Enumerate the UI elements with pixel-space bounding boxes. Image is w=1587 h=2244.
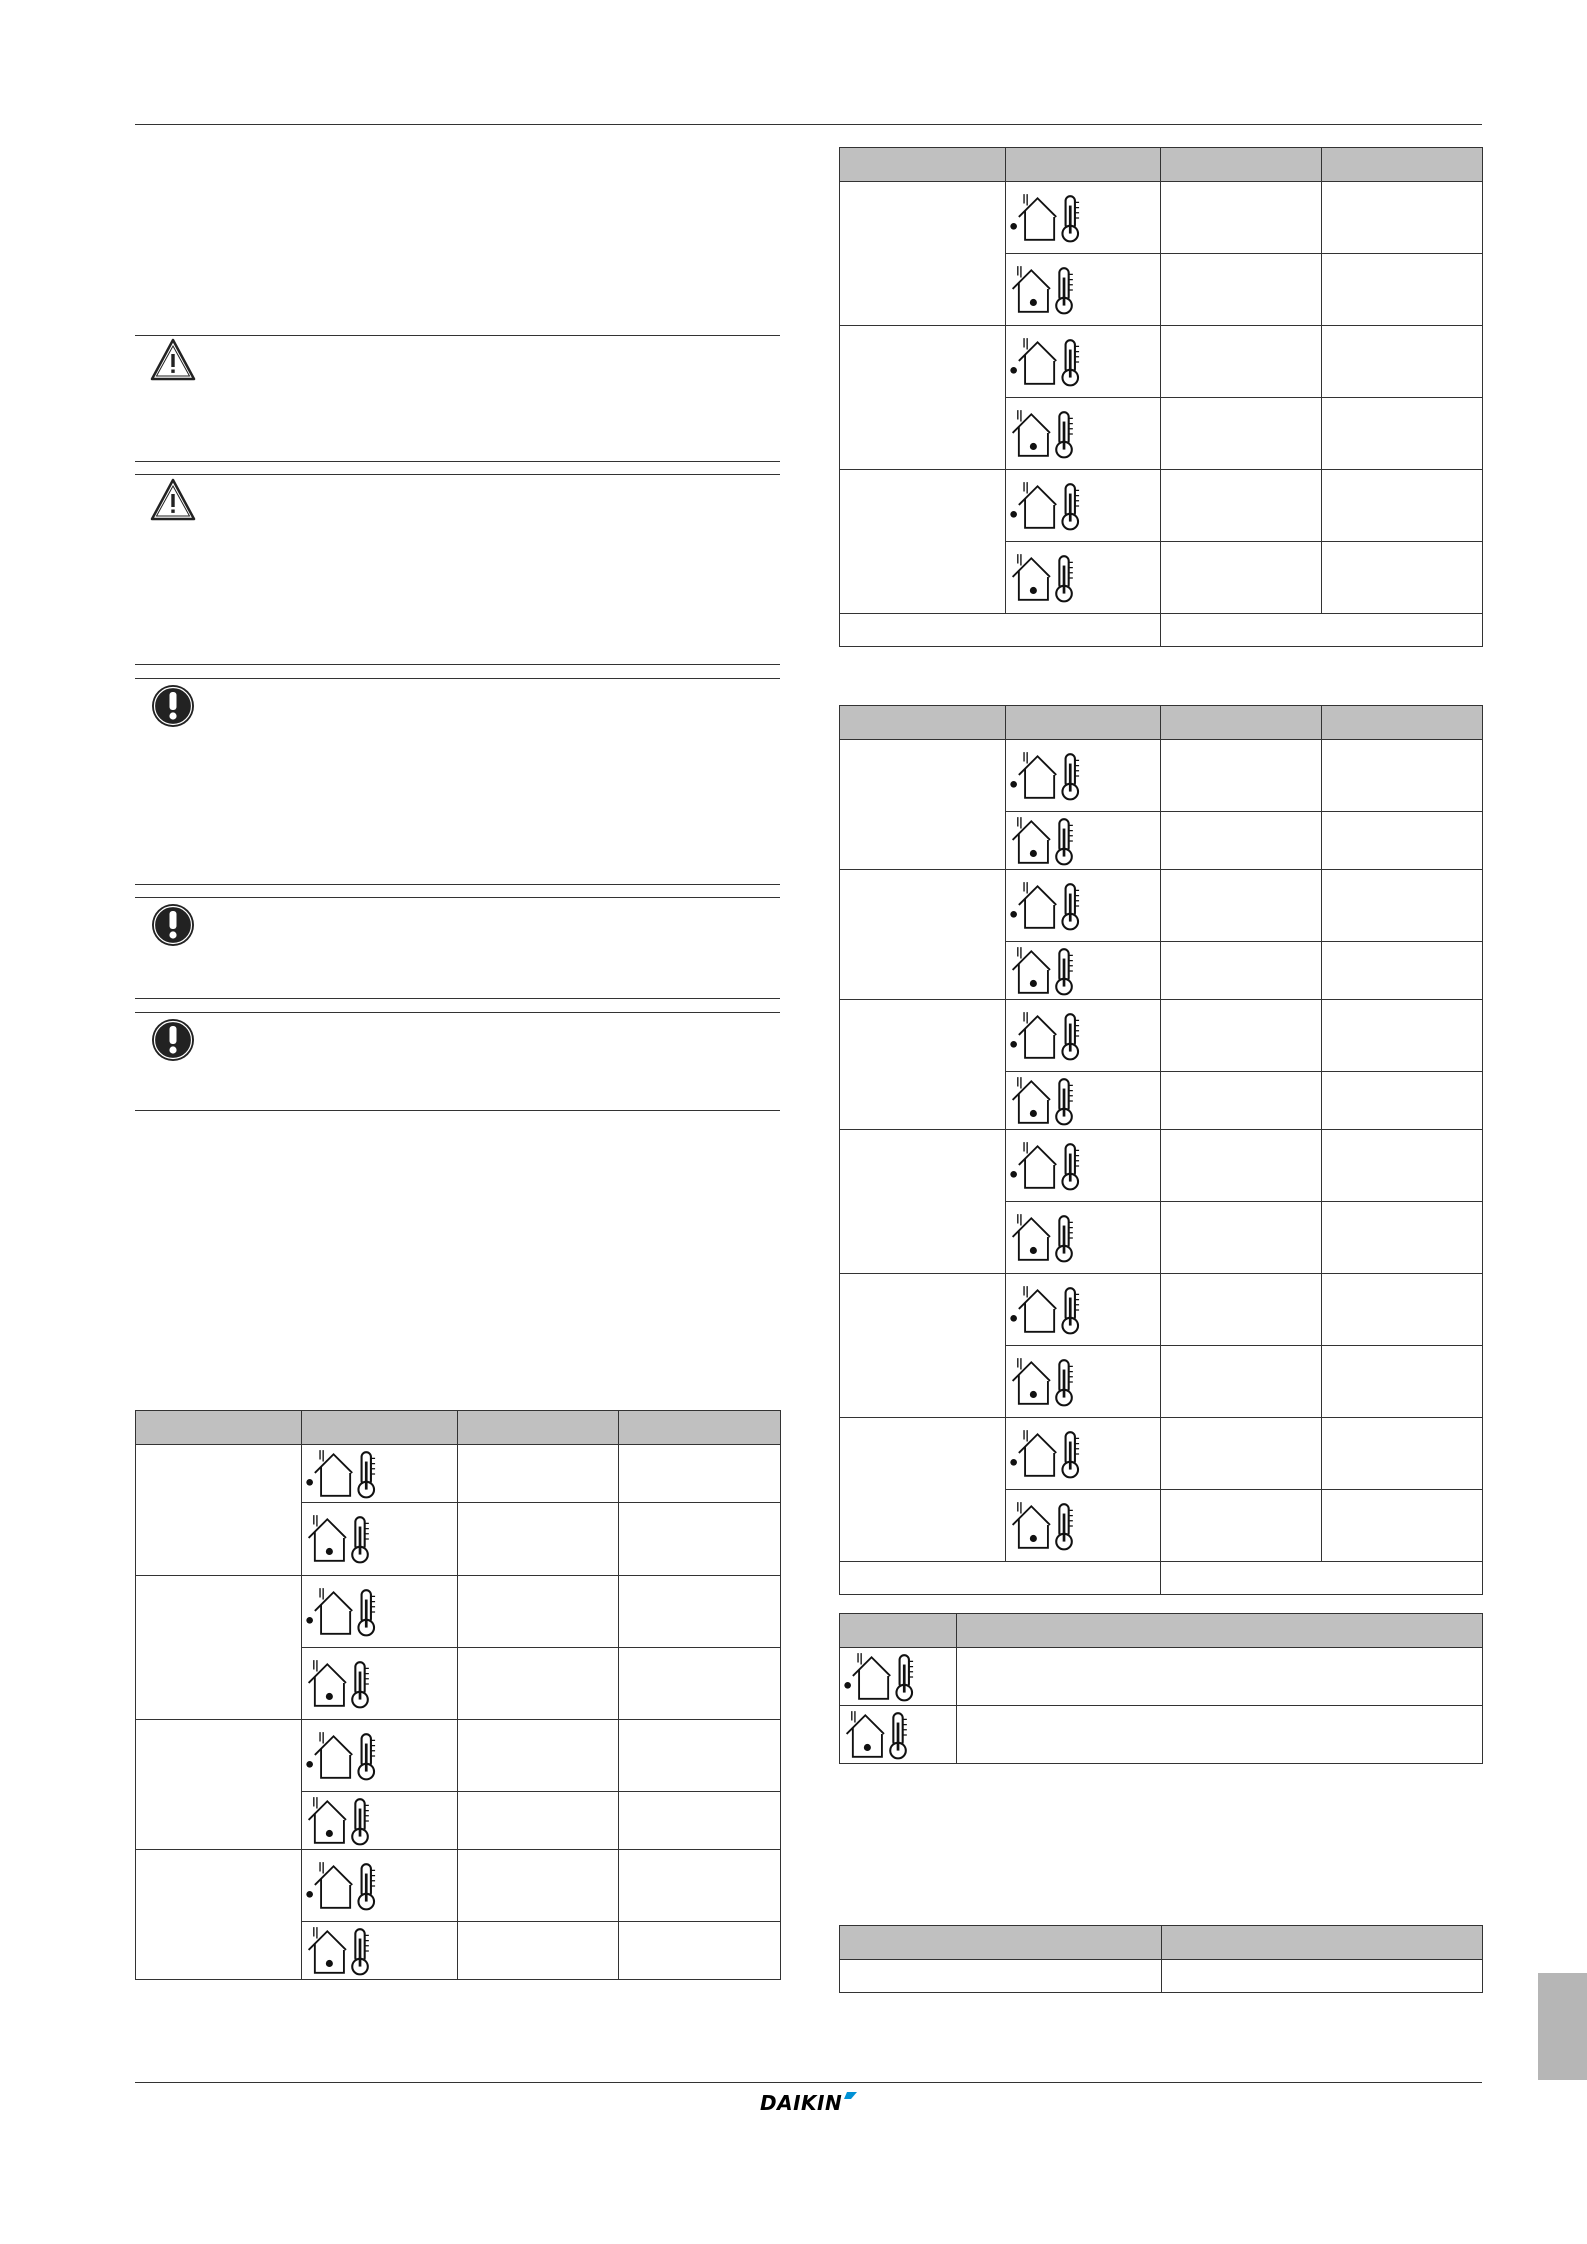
table-cell <box>1161 812 1322 870</box>
table-cell <box>619 1922 781 1980</box>
table-header-cell <box>1322 706 1483 740</box>
table-header-cell <box>840 1926 1162 1960</box>
indoor-thermo-house-icon <box>304 1657 388 1711</box>
bottom-summary-table <box>839 1925 1483 1993</box>
table-cell <box>1161 398 1322 470</box>
icon-cell <box>1006 1000 1161 1072</box>
indoor-thermo-house-icon <box>1008 944 1092 998</box>
table-cell <box>619 1576 781 1648</box>
indoor-thermo-house-icon <box>1008 263 1092 317</box>
table-header-cell <box>1006 148 1161 182</box>
table-cell <box>1161 614 1483 647</box>
notice-bottom-rule <box>135 461 780 462</box>
table-header-row <box>840 1614 1483 1648</box>
table-cell <box>1322 942 1483 1000</box>
table-footer-row <box>840 614 1483 647</box>
table-header-cell <box>840 148 1006 182</box>
daikin-logo <box>758 2086 858 2116</box>
table-cell <box>1322 542 1483 614</box>
table-cell <box>1322 398 1483 470</box>
table-header-cell <box>1322 148 1483 182</box>
table-row <box>840 470 1483 542</box>
outdoor-thermo-house-icon <box>1008 749 1092 803</box>
outdoor-thermo-house-icon <box>1008 879 1092 933</box>
indoor-thermo-house-icon <box>304 1794 388 1848</box>
icon-cell <box>302 1922 458 1980</box>
table-cell <box>1322 1418 1483 1490</box>
icon-cell <box>1006 1202 1161 1274</box>
table-header-row <box>840 1926 1483 1960</box>
logo-accent-mark <box>844 2092 857 2099</box>
icon-cell <box>1006 1274 1161 1346</box>
table-cell <box>1322 1346 1483 1418</box>
table-cell <box>458 1922 619 1980</box>
group-label-cell <box>840 470 1006 614</box>
notice-bottom-rule <box>135 1110 780 1111</box>
icon-cell <box>302 1792 458 1850</box>
table-header-row <box>840 706 1483 740</box>
table-row <box>136 1850 781 1922</box>
table-cell <box>458 1648 619 1720</box>
table-footer-row <box>840 1562 1483 1595</box>
table-cell <box>619 1720 781 1792</box>
outdoor-thermo-house-icon <box>304 1729 388 1783</box>
table-row <box>136 1445 781 1503</box>
indoor-thermo-house-icon <box>1008 1074 1092 1128</box>
indoor-thermo-house-icon <box>1008 551 1092 605</box>
table-row <box>840 1960 1483 1993</box>
group-label-cell <box>840 1000 1006 1130</box>
group-label-cell <box>840 1274 1006 1418</box>
outdoor-thermo-house-icon <box>1008 1427 1092 1481</box>
table-cell <box>1322 1202 1483 1274</box>
icon-cell <box>1006 942 1161 1000</box>
table-cell <box>619 1445 781 1503</box>
side-thumb-tab <box>1538 1973 1587 2080</box>
table-cell <box>1161 470 1322 542</box>
group-label-cell <box>136 1576 302 1720</box>
indoor-thermo-house-icon <box>304 1924 388 1978</box>
icon-cell <box>1006 1346 1161 1418</box>
group-label-cell <box>136 1720 302 1850</box>
table-row <box>840 326 1483 398</box>
table-cell <box>1322 182 1483 254</box>
group-label-cell <box>136 1445 302 1576</box>
table-row <box>840 1130 1483 1202</box>
icon-cell <box>1006 870 1161 942</box>
exclamation-circle-icon <box>148 1015 198 1065</box>
table-header-row <box>840 148 1483 182</box>
table-cell <box>1161 870 1322 942</box>
outdoor-thermo-house-icon <box>304 1447 388 1501</box>
icon-cell <box>1006 326 1161 398</box>
outdoor-thermo-house-icon <box>1008 1009 1092 1063</box>
warning-triangle-icon <box>148 335 198 385</box>
table-row <box>840 1648 1483 1706</box>
table-row <box>840 740 1483 812</box>
table-cell <box>1161 1202 1322 1274</box>
table-cell <box>1161 1418 1322 1490</box>
table-header-cell <box>458 1411 619 1445</box>
indoor-thermo-house-icon <box>304 1512 388 1566</box>
table-row <box>840 1000 1483 1072</box>
header-rule <box>135 124 1482 125</box>
group-label-cell <box>840 740 1006 870</box>
notice-top-rule <box>135 1012 780 1013</box>
table-cell <box>1322 812 1483 870</box>
right-top-temperature-table <box>839 147 1483 647</box>
table-header-row <box>136 1411 781 1445</box>
table-cell <box>1161 1490 1322 1562</box>
warning-triangle-icon <box>148 475 198 525</box>
table-header-cell <box>957 1614 1483 1648</box>
group-label-cell <box>840 870 1006 1000</box>
table-cell <box>840 1960 1162 1993</box>
outdoor-thermo-house-icon <box>304 1585 388 1639</box>
notice-top-rule <box>135 897 780 898</box>
outdoor-thermo-house-icon <box>1008 335 1092 389</box>
table-header-cell <box>1161 706 1322 740</box>
table-row <box>840 182 1483 254</box>
icon-cell <box>1006 1072 1161 1130</box>
outdoor-thermo-house-icon <box>1008 479 1092 533</box>
right-middle-temperature-table <box>839 705 1483 1595</box>
table-cell <box>1161 254 1322 326</box>
outdoor-thermo-house-icon <box>1008 191 1092 245</box>
table-cell <box>1161 542 1322 614</box>
table-cell <box>1162 1960 1483 1993</box>
indoor-thermo-house-icon <box>1008 1499 1092 1553</box>
icon-cell <box>302 1576 458 1648</box>
table-header-cell <box>302 1411 458 1445</box>
table-cell <box>1161 182 1322 254</box>
table-cell <box>1161 942 1322 1000</box>
icon-cell <box>1006 254 1161 326</box>
icon-cell <box>302 1720 458 1792</box>
table-cell <box>1322 1072 1483 1130</box>
icon-cell <box>1006 542 1161 614</box>
table-header-cell <box>136 1411 302 1445</box>
group-label-cell <box>840 182 1006 326</box>
icon-cell <box>1006 182 1161 254</box>
table-cell <box>1322 1274 1483 1346</box>
left-temperature-table <box>135 1410 781 1980</box>
table-cell <box>1161 1072 1322 1130</box>
icon-cell <box>1006 398 1161 470</box>
table-cell <box>458 1850 619 1922</box>
table-cell <box>1161 740 1322 812</box>
table-row <box>840 1706 1483 1764</box>
table-cell <box>1322 740 1483 812</box>
icon-cell <box>302 1503 458 1576</box>
logo-text: DAIKIN <box>760 2091 843 2115</box>
indoor-thermo-house-icon <box>1008 1211 1092 1265</box>
outdoor-thermo-house-icon <box>842 1650 926 1704</box>
notice-top-rule <box>135 474 780 475</box>
table-cell <box>957 1648 1483 1706</box>
icon-cell <box>302 1445 458 1503</box>
table-row <box>136 1720 781 1792</box>
icon-cell <box>302 1648 458 1720</box>
icon-cell <box>1006 1130 1161 1202</box>
table-header-cell <box>1006 706 1161 740</box>
table-header-cell <box>1161 148 1322 182</box>
table-cell <box>1322 870 1483 942</box>
indoor-thermo-house-icon <box>1008 407 1092 461</box>
icon-cell <box>1006 812 1161 870</box>
table-cell <box>1322 1000 1483 1072</box>
outdoor-thermo-house-icon <box>1008 1283 1092 1337</box>
table-cell <box>458 1792 619 1850</box>
table-cell <box>619 1503 781 1576</box>
table-cell <box>619 1850 781 1922</box>
table-cell <box>619 1792 781 1850</box>
table-cell <box>1161 1000 1322 1072</box>
table-row <box>136 1576 781 1648</box>
table-header-cell <box>840 706 1006 740</box>
table-cell <box>1322 1490 1483 1562</box>
icon-cell <box>840 1648 957 1706</box>
table-header-cell <box>619 1411 781 1445</box>
indoor-thermo-house-icon <box>842 1708 926 1762</box>
table-row <box>840 1418 1483 1490</box>
table-cell <box>840 614 1161 647</box>
table-cell <box>1161 326 1322 398</box>
notice-top-rule <box>135 335 780 336</box>
icon-legend-table <box>839 1613 1483 1764</box>
table-header-cell <box>840 1614 957 1648</box>
table-cell <box>458 1720 619 1792</box>
outdoor-thermo-house-icon <box>304 1859 388 1913</box>
indoor-thermo-house-icon <box>1008 814 1092 868</box>
table-cell <box>1161 1346 1322 1418</box>
exclamation-circle-icon <box>148 681 198 731</box>
footer-rule <box>135 2082 1482 2083</box>
exclamation-circle-icon <box>148 900 198 950</box>
table-cell <box>840 1562 1161 1595</box>
outdoor-thermo-house-icon <box>1008 1139 1092 1193</box>
table-cell <box>1161 1130 1322 1202</box>
group-label-cell <box>136 1850 302 1980</box>
notice-bottom-rule <box>135 664 780 665</box>
group-label-cell <box>840 1130 1006 1274</box>
icon-cell <box>840 1706 957 1764</box>
icon-cell <box>1006 1490 1161 1562</box>
table-cell <box>1322 1130 1483 1202</box>
notice-bottom-rule <box>135 884 780 885</box>
table-row <box>840 870 1483 942</box>
icon-cell <box>1006 740 1161 812</box>
icon-cell <box>302 1850 458 1922</box>
icon-cell <box>1006 1418 1161 1490</box>
table-cell <box>957 1706 1483 1764</box>
table-cell <box>458 1445 619 1503</box>
table-cell <box>1322 254 1483 326</box>
icon-cell <box>1006 470 1161 542</box>
table-cell <box>1322 470 1483 542</box>
indoor-thermo-house-icon <box>1008 1355 1092 1409</box>
table-cell <box>1161 1274 1322 1346</box>
table-cell <box>458 1503 619 1576</box>
table-cell <box>458 1576 619 1648</box>
table-row <box>840 1274 1483 1346</box>
group-label-cell <box>840 326 1006 470</box>
table-cell <box>619 1648 781 1720</box>
table-cell <box>1322 326 1483 398</box>
notice-bottom-rule <box>135 998 780 999</box>
table-cell <box>1161 1562 1483 1595</box>
group-label-cell <box>840 1418 1006 1562</box>
table-header-cell <box>1162 1926 1483 1960</box>
notice-top-rule <box>135 678 780 679</box>
daikin-logo-mark <box>758 2086 858 2116</box>
